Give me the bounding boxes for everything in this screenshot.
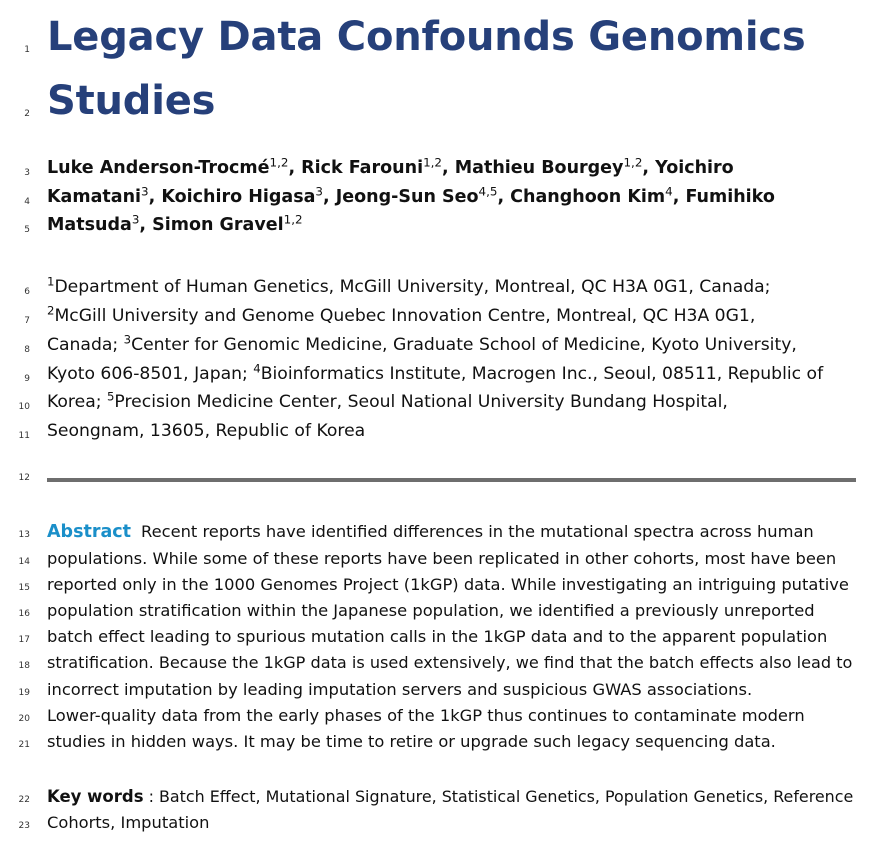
line-number: 4 [24,197,30,207]
line-number: 23 [18,821,30,831]
author-name: , Jeong-Sun Seo [323,187,479,207]
abstract-text: Recent reports have identified differences in the mutational spectra across human [141,522,814,541]
author-name: Matsuda [47,215,132,235]
affiliation-text: Department of Human Genetics, McGill University, Montreal, QC H3A 0G1, Canada; [54,277,771,297]
keywords-line [47,787,853,806]
line-number: 11 [18,431,30,441]
affiliation-marker: 3 [315,184,323,199]
author-name: , Fumihiko [672,187,775,207]
affiliation-marker: 1,2 [283,212,303,227]
affiliation-line [47,421,365,441]
line-number: 6 [24,287,30,297]
affiliation-marker: 1,2 [423,155,442,170]
affiliation-text: Seongnam, 13605, Republic of Korea [47,421,366,441]
abstract-line [47,522,814,542]
author-line [47,155,734,178]
affiliation-marker: 3 [131,212,140,227]
author-line [47,212,303,235]
affiliation-marker: 4,5 [478,184,498,199]
line-number: 22 [18,795,30,805]
affiliation-text: McGill University and Genome Quebec Innovation Centre, Montreal, QC H3A 0G1, [54,306,756,326]
affiliation-text: Center for Genomic Medicine, Graduate School of Medicine, Kyoto University, [131,335,797,355]
line-number: 20 [18,714,30,724]
paper-title-continued: Studies [47,78,216,124]
line-number: 8 [24,345,30,355]
author-name: , Changhoon Kim [497,187,666,207]
affiliation-number: 1 [47,274,55,289]
author-name: Luke Anderson-Trocmé [47,158,270,178]
affiliation-marker: 3 [141,184,149,199]
line-number: 1 [24,45,30,55]
affiliation-number: 4 [253,361,261,376]
keywords-label: Key words [47,787,144,806]
affiliation-text: Precision Medicine Center, Seoul National University Bundang Hospital, [114,392,728,412]
line-number: 2 [24,109,30,119]
line-number: 12 [18,473,30,483]
affiliation-marker: 4 [665,184,673,199]
line-number: 13 [18,530,30,540]
affiliation-line [47,332,797,355]
abstract-line: populations. While some of these reports have been replicated in other cohorts, most have been [47,549,837,568]
author-name: Kamatani [47,187,142,207]
line-number: 3 [24,168,30,178]
abstract-line: reported only in the 1000 Genomes Project (1kGP) data. While investigating an intriguing putative [47,575,849,594]
author-name: , Mathieu Bourgey [442,158,624,178]
affiliation-marker: 1,2 [269,155,289,170]
keywords-line: Cohorts, Imputation [47,813,210,832]
affiliation-line [47,274,771,297]
abstract-label: Abstract [47,522,132,542]
line-number: 10 [18,402,30,412]
abstract-line: studies in hidden ways. It may be time to retire or upgrade such legacy sequencing data. [47,732,776,751]
abstract-line: Lower-quality data from the early phases of the 1kGP thus continues to contaminate modern [47,706,805,725]
author-name: , Rick Farouni [288,158,424,178]
abstract-line: incorrect imputation by leading imputation servers and suspicious GWAS associations. [47,680,753,699]
affiliation-line [47,389,728,412]
affiliation-number: 5 [106,389,115,404]
paper-title: Legacy Data Confounds Genomics [47,14,806,60]
line-number: 16 [18,609,30,619]
line-number: 18 [18,661,30,671]
abstract-line: population stratification within the Japanese population, we identified a previously unreported [47,601,815,620]
line-number: 14 [18,557,30,567]
line-number: 17 [18,635,30,645]
author-name: , Simon Gravel [139,215,284,235]
line-number: 5 [24,225,30,235]
affiliation-marker: 1,2 [623,155,643,170]
affiliation-line [47,303,756,326]
abstract-line: stratification. Because the 1kGP data is used extensively, we find that the batch effects also lead to [47,653,853,672]
line-number: 9 [24,374,30,384]
affiliation-number: 2 [47,303,55,318]
affiliation-text: Kyoto 606-8501, Japan; [47,364,254,384]
affiliation-text: Korea; [47,392,107,412]
affiliation-text: Bioinformatics Institute, Macrogen Inc., Seoul, 08511, Republic of [260,364,824,384]
author-name: , Yoichiro [642,158,734,178]
abstract-line: batch effect leading to spurious mutation calls in the 1kGP data and to the apparent population [47,627,828,646]
section-divider [47,478,856,482]
author-name: , Koichiro Higasa [148,187,316,207]
line-number: 7 [24,316,30,326]
author-line [47,184,775,207]
affiliation-text: Canada; [47,335,124,355]
keywords-text: : Batch Effect, Mutational Signature, Statistical Genetics, Population Genetics, Reference [143,787,854,806]
affiliation-number: 3 [123,332,132,347]
line-number: 21 [18,740,30,750]
line-number: 19 [18,688,30,698]
line-number: 15 [18,583,30,593]
affiliation-line [47,361,824,384]
